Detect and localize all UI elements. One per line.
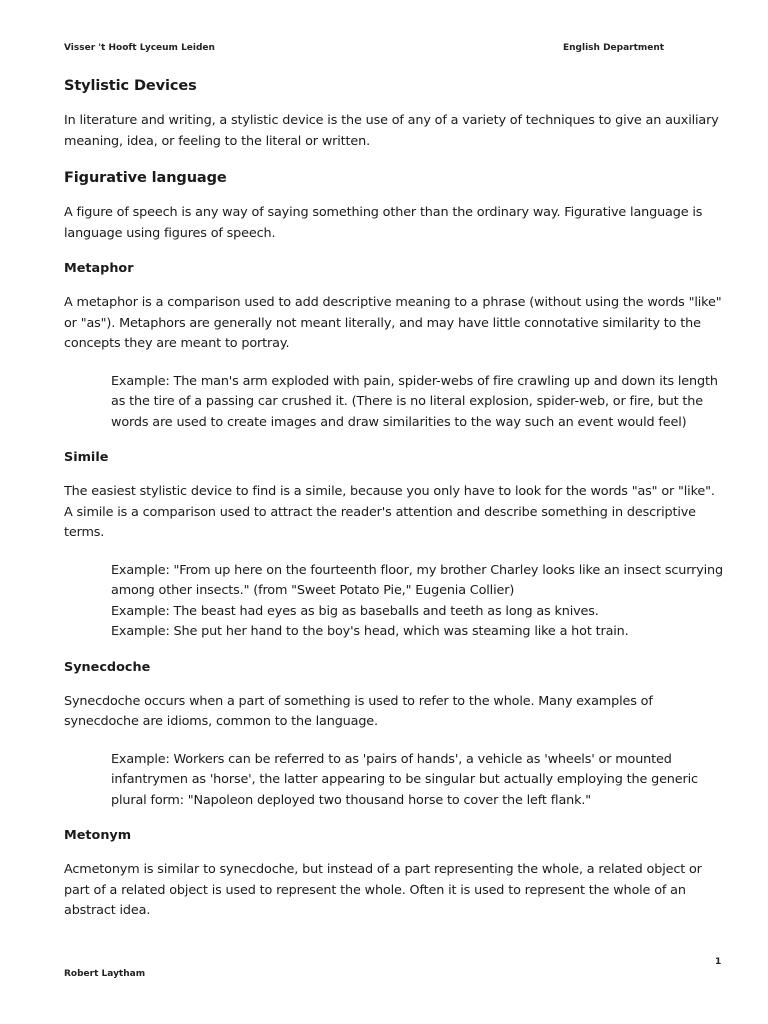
simile-examples: [111, 561, 726, 643]
synecdoche-paragraph: Synecdoche occurs when a part of something is used to refer to the whole. Many examples of synecdoche are idioms, common to the language.: [64, 693, 653, 729]
synecdoche-examples: [111, 750, 726, 812]
example-line: Example: The beast had eyes as big as baseballs and teeth as long as knives.: [111, 603, 599, 619]
simile-heading: Simile: [64, 450, 109, 465]
intro-paragraph: In literature and writing, a stylistic device is the use of any of a variety of techniques to give an auxiliary meaning, idea, or feeling to the literal or written.: [64, 113, 719, 149]
synecdoche-heading: Synecdoche: [64, 659, 151, 675]
document-body: [64, 78, 724, 939]
example-line: Example: Workers can be referred to as 'pairs of hands', a vehicle as 'wheels' or mounted infantrymen as 'horse', the latter appearing to be singular but actually employing the generic plural form: "Napoleon deployed two thousand horse to cover the left flank.": [111, 751, 698, 808]
document-title: Stylistic Devices: [64, 78, 197, 94]
metonym-heading: Metonym: [64, 828, 132, 843]
metaphor-paragraph: A metaphor is a comparison used to add descriptive meaning to a phrase (without using the words "like" or "as"). Metaphors are generally not meant literally, and may have little connotative similarity to the concepts they are meant to portray.: [64, 295, 722, 351]
figurative-language-heading: Figurative language: [64, 170, 227, 186]
metonym-paragraph: Acmetonym is similar to synecdoche, but instead of a part representing the whole, a related object or part of a related object is used to represent the whole. Often it is used to represent the whole of an abstract idea.: [64, 862, 702, 918]
figurative-language-paragraph: A figure of speech is any way of saying something other than the ordinary way. Figurative language is language using figures of speech.: [64, 205, 703, 241]
metaphor-heading: Metaphor: [64, 261, 134, 276]
example-line: Example: "From up here on the fourteenth floor, my brother Charley looks like an insect scurrying among other insects." (from "Sweet Potato Pie," Eugenia Collier): [111, 562, 723, 598]
example-line: Example: The man's arm exploded with pain, spider-webs of fire crawling up and down its length as the tire of a passing car crushed it. (There is no literal explosion, spider-web, or fire, but the words are used to create images and draw similarities to the way such an event would feel): [111, 373, 718, 430]
header-department: English Department: [563, 43, 665, 53]
simile-paragraph: The easiest stylistic device to find is a simile, because you only have to look for the words "as" or "like". A simile is a comparison used to attract the reader's attention and describe something in descriptive terms.: [64, 484, 715, 540]
footer-author: Robert Laytham: [64, 969, 146, 979]
metaphor-examples: [111, 372, 726, 434]
header-school-name: Visser 't Hooft Lyceum Leiden: [64, 43, 215, 53]
example-line: Example: She put her hand to the boy's head, which was steaming like a hot train.: [111, 624, 629, 639]
page-number: 1: [715, 957, 722, 967]
